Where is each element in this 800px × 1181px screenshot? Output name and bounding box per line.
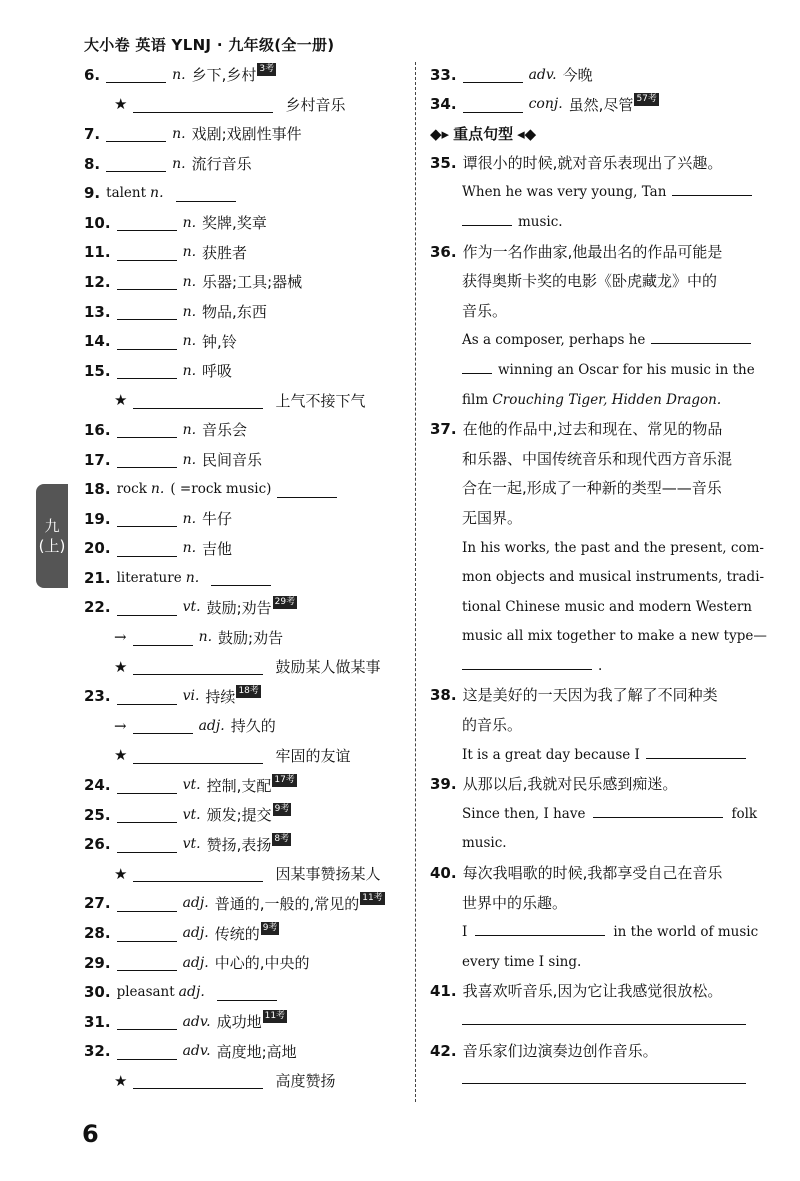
vocab-item-21: 21. literature n. [84, 563, 414, 593]
vocab-item-11: 11. n. 获胜者 [84, 243, 248, 262]
answer-blank[interactable] [106, 155, 166, 172]
arrow-right-icon: → [114, 716, 127, 735]
vocab-item-16: 16. n. 音乐会 [84, 420, 248, 440]
vocab-item-8: 8. n. 流行音乐 [84, 154, 252, 174]
exam-count-badge: 18考 [238, 685, 259, 696]
sentence-39: 39. 从那以后,我就对民乐感到痴迷。 Since then, I have folk music. [430, 775, 758, 852]
answer-blank[interactable] [117, 688, 177, 705]
vocab-item-24: 24. vt. 控制,支配 17考 [84, 774, 295, 795]
diamond-icon: ◆▸ [430, 124, 450, 143]
vocab-item-33: 33. adv. 今晚 [430, 65, 593, 85]
section-heading: ◆▸ 重点句型 ◂◆ [430, 124, 537, 144]
answer-blank[interactable] [463, 66, 523, 83]
answer-blank[interactable] [133, 392, 263, 409]
answer-blank[interactable] [133, 658, 263, 675]
answer-blank[interactable] [117, 895, 177, 912]
sentence-36: 36. 作为一名作曲家,他最出名的作品可能是 获得奥斯卡奖的电影《卧虎藏龙》中的 音乐。 As a composer, perhaps he winning an Oscar for his music in the film Crouching Tiger, Hidden Dragon. [430, 242, 755, 408]
diamond-icon: ◂◆ [517, 124, 537, 143]
sentence-40: 40. 每次我唱歌的时候,我都享受自己在音乐 世界中的乐趣。 I in the world of music every time I sing. [430, 864, 759, 970]
vocab-item-10: 10. n. 奖牌,奖章 [84, 213, 267, 233]
phrase-item-23: ★ 牢固的友谊 [114, 746, 351, 765]
star-icon: ★ [114, 657, 128, 676]
exam-count-badge: 57考 [636, 93, 657, 104]
vocab-item-12: 12. n. 乐器;工具;器械 [84, 272, 303, 292]
vocab-item-18: 18. rock n. ( =rock music) [84, 474, 414, 504]
star-icon: ★ [114, 95, 128, 114]
answer-blank[interactable] [646, 742, 746, 759]
exam-count-badge: 3考 [259, 64, 275, 75]
answer-blank[interactable] [117, 214, 177, 231]
vocab-item-19: 19. n. 牛仔 [84, 509, 233, 529]
side-tab-grade: 九 [44, 517, 60, 535]
answer-blank[interactable] [463, 96, 523, 113]
vocab-item-7: 7. n. 戏剧;戏剧性事件 [84, 124, 302, 144]
vocab-item-29: 29. adj. 中心的,中央的 [84, 953, 310, 973]
vocab-item-32: 32. adv. 高度地;高地 [84, 1042, 297, 1061]
answer-blank[interactable] [133, 96, 273, 113]
answer-blank[interactable] [117, 451, 177, 468]
answer-blank[interactable] [133, 629, 193, 646]
exam-count-badge: 11考 [264, 1011, 286, 1022]
answer-blank[interactable] [462, 653, 592, 670]
vocab-item-14: 14. n. 钟,铃 [84, 332, 237, 351]
phrase-item-15: ★ 上气不接下气 [114, 391, 366, 410]
page-number: 6 [82, 1120, 99, 1148]
vocab-item-23: 23. vi. 持续 18考 [84, 685, 259, 706]
answer-blank[interactable] [117, 925, 177, 942]
vocab-item-17: 17. n. 民间音乐 [84, 450, 263, 470]
left-column [84, 60, 414, 1096]
right-column [430, 60, 770, 1096]
answer-blank[interactable] [117, 244, 177, 261]
answer-blank[interactable] [117, 806, 177, 823]
exam-count-badge: 9考 [274, 804, 290, 815]
vocab-item-26: 26. vt. 赞扬,表扬 8考 [84, 833, 290, 854]
answer-blank[interactable] [593, 801, 723, 818]
sentence-35: 35. 谭很小的时候,就对音乐表现出了兴趣。 When he was very young, Tan music. [430, 149, 770, 238]
vocab-item-6: 6. n. 乡下,乡村 3考 [84, 64, 275, 85]
answer-blank[interactable] [133, 747, 263, 764]
answer-blank[interactable] [117, 333, 177, 350]
vocab-item-25: 25. vt. 颁发;提交 9考 [84, 804, 290, 825]
star-icon: ★ [114, 1071, 128, 1090]
exam-count-badge: 8考 [274, 833, 290, 844]
vocab-item-28: 28. adj. 传统的 9考 [84, 922, 278, 943]
answer-blank[interactable] [106, 66, 166, 83]
phrase-item-32: ★ 高度赞扬 [114, 1071, 336, 1091]
derivative-item-22: → n. 鼓励;劝告 [114, 628, 284, 647]
phrase-item-6: ★ 乡村音乐 [114, 95, 346, 114]
sentence-38: 38. 这是美好的一天因为我了解了不同种类 的音乐。 It is a great day because I [430, 681, 770, 770]
column-divider [415, 62, 416, 1102]
answer-line[interactable] [462, 1008, 746, 1025]
derivative-item-23: → adj. 持久的 [114, 716, 276, 736]
answer-blank[interactable] [277, 481, 337, 498]
exam-count-badge: 17考 [274, 774, 295, 785]
exam-count-badge: 11考 [362, 892, 383, 903]
vocab-item-27: 27. adj. 普通的,一般的,常见的 11考 [84, 892, 383, 913]
vocab-item-15: 15. n. 呼吸 [84, 361, 233, 381]
answer-blank[interactable] [117, 421, 177, 438]
answer-blank[interactable] [117, 1043, 177, 1060]
answer-blank[interactable] [211, 569, 271, 586]
vocab-item-31: 31. adv. 成功地 11考 [84, 1011, 286, 1032]
answer-blank[interactable] [133, 865, 263, 882]
answer-blank[interactable] [117, 836, 177, 853]
answer-blank[interactable] [117, 362, 177, 379]
exam-count-badge: 9考 [262, 922, 278, 933]
answer-blank[interactable] [117, 777, 177, 794]
sentence-37: 37. 在他的作品中,过去和现在、常见的物品 和乐器、中国传统音乐和现代西方音乐混 合在一起,形成了一种新的类型——音乐 无国界。 In his works, the past and the present, com- mon objects and musical instruments, tradi- tional Chinese music and modern Western music all mix together to make a new type— . [430, 420, 767, 674]
star-icon: ★ [114, 391, 128, 410]
answer-blank[interactable] [133, 717, 193, 734]
vocab-item-34: 34. conj. 虽然,尽管 57考 [430, 93, 657, 114]
vocab-item-22: 22. vt. 鼓励;劝告 29考 [84, 596, 296, 617]
star-icon: ★ [114, 746, 128, 765]
answer-blank[interactable] [217, 984, 277, 1001]
answer-blank[interactable] [117, 273, 177, 290]
answer-blank[interactable] [133, 1072, 263, 1089]
sentence-41: 41. 我喜欢听音乐,因为它让我感觉很放松。 [430, 977, 770, 1036]
answer-blank[interactable] [117, 510, 177, 527]
answer-blank[interactable] [117, 599, 177, 616]
answer-blank[interactable] [117, 1013, 177, 1030]
vocab-item-9: 9. talent n. [84, 178, 414, 208]
answer-blank[interactable] [475, 919, 605, 936]
answer-blank[interactable] [106, 125, 166, 142]
answer-blank[interactable] [117, 540, 177, 557]
answer-blank[interactable] [117, 954, 177, 971]
sentence-42: 42. 音乐家们边演奏边创作音乐。 [430, 1037, 770, 1096]
phrase-item-26: ★ 因某事赞扬某人 [114, 864, 381, 884]
exam-count-badge: 29考 [274, 596, 296, 607]
arrow-right-icon: → [114, 628, 127, 647]
vocab-item-20: 20. n. 吉他 [84, 539, 233, 558]
vocab-item-13: 13. n. 物品,东西 [84, 302, 267, 322]
answer-blank[interactable] [651, 327, 751, 344]
grade-side-tab [36, 484, 68, 588]
answer-blank[interactable] [462, 209, 512, 226]
side-tab-term: (上) [38, 537, 66, 555]
phrase-item-22: ★ 鼓励某人做某事 [114, 657, 381, 677]
answer-blank[interactable] [672, 179, 752, 196]
vocab-item-30: 30. pleasant adj. [84, 977, 414, 1007]
answer-blank[interactable] [117, 303, 177, 320]
answer-line[interactable] [462, 1067, 746, 1084]
answer-blank[interactable] [176, 185, 236, 202]
answer-blank[interactable] [462, 357, 492, 374]
star-icon: ★ [114, 864, 128, 883]
page-header: 大小卷 英语 YLNJ · 九年级(全一册) [84, 36, 335, 54]
